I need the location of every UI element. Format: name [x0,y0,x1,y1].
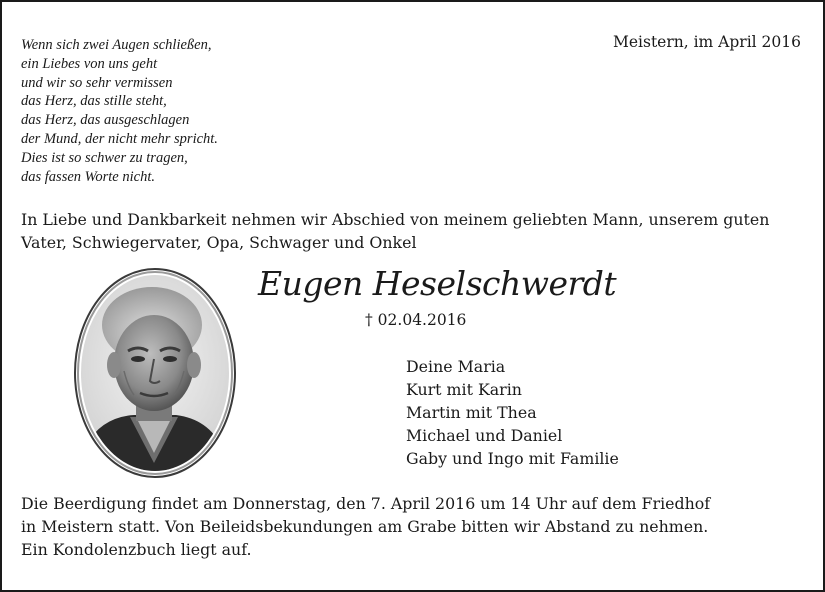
poem-line: Dies ist so schwer zu tragen, [21,149,188,166]
mourner: Kurt mit Karin [406,380,522,399]
funeral-line: Die Beerdigung findet am Donnerstag, den 7. April 2016 um 14 Uhr auf dem Friedhof [21,494,711,513]
funeral-line: Ein Kondolenzbuch liegt auf. [21,540,252,559]
poem-line: das Herz, das stille steht, [21,93,167,110]
death-date: † 02.04.2016 [365,311,467,329]
mourner: Deine Maria [406,357,506,376]
poem-line: Wenn sich zwei Augen schließen, [21,37,212,53]
poem-line: das Herz, das ausgeschlagen [21,112,190,129]
poem-line: ein Liebes von uns geht [21,55,158,72]
mourner: Michael und Daniel [406,426,563,445]
funeral-line: in Meistern statt. Von Beileidsbekundungen am Grabe bitten wir Abstand zu nehmen. [21,517,709,536]
place-and-date: Meistern, im April 2016 [613,33,801,51]
poem-line: und wir so sehr vermissen [21,74,173,91]
mourners-list [406,355,619,470]
funeral-info [21,492,811,561]
deceased-name: Eugen Heselschwerdt [258,264,617,303]
mourner: Martin mit Thea [406,403,537,422]
poem-line: der Mund, der nicht mehr spricht. [21,130,218,147]
poem-line: das fassen Worte nicht. [21,168,155,185]
intro-text: In Liebe und Dankbarkeit nehmen wir Abschied von meinem geliebten Mann, unserem guten Vater, Schwiegervater, Opa, Schwager und Onkel [21,210,770,252]
mourner: Gaby und Ingo mit Familie [406,449,619,468]
portrait-photo [72,267,238,479]
poem [21,36,218,186]
